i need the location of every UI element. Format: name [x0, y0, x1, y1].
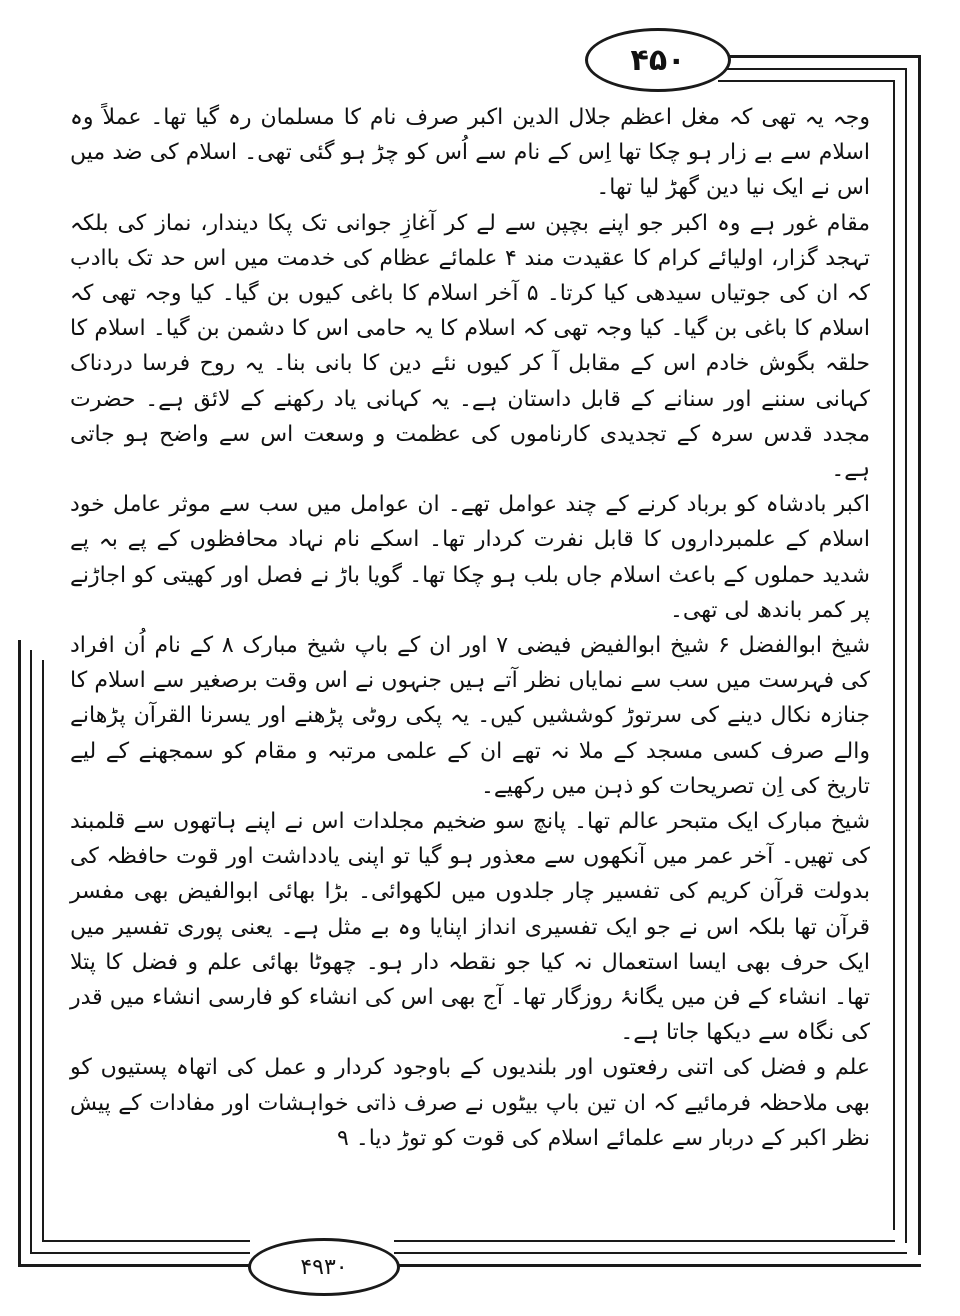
page-number-bottom: ۴۹۳۰	[248, 1238, 400, 1296]
frame-top-inner-2	[718, 80, 895, 82]
frame-bottom-right-inner-2	[394, 1240, 895, 1242]
frame-bottom-inner	[30, 1252, 250, 1254]
paragraph-2: مقام غور ہے وہ اکبر جو اپنے بچپن سے لے کر آغازِ جوانی تک پکا دیندار، نماز کی بلکہ تہجد گزار، اولیائے کرام کا عقیدت مند ۴ علمائے عظام کی خدمت میں اس حد تک باادب کہ ان کی جوتیاں سیدھی کیا کرتا۔ ۵ آخر اسلام کا باغی کیوں بن گیا۔ کیا وجہ تھی کہ اسلام کا باغی بن گیا۔ کیا وجہ تھی کہ اسلام کا یہ حامی اس کا دشمن بن گیا۔ اسلام کا حلقہ بگوش خادم اس کے مقابل آ کر کیوں نئے دین کا بانی بنا۔ یہ روح فرسا دردناک کہانی سننے اور سنانے کے قابل داستان ہے۔ یہ کہانی یاد رکھنے کے لائق ہے۔ حضرت مجدد قدس سرہ کے تجدیدی کارناموں کی عظمت و وسعت اس سے واضح ہو جاتی ہے۔	[70, 210, 871, 483]
paragraph-1: وجہ یہ تھی کہ مغل اعظم جلال الدین اکبر صرف نام کا مسلمان رہ گیا تھا۔ عملاً وہ اسلام سے بے زار ہو چکا تھا اِس کے نام سے اُس کو چڑ ہو گئی تھی۔ اسلام کی ضد میں اس نے ایک نیا دین گھڑ لیا تھا۔	[70, 105, 870, 201]
frame-left-inner-2	[42, 660, 44, 1240]
frame-top-inner	[722, 68, 907, 70]
frame-bottom-outer	[18, 1264, 250, 1267]
paragraph-5: شیخ مبارک ایک متبحر عالم تھا۔ پانچ سو ضخیم مجلدات اس نے اپنے ہاتھوں سے قلمبند کی تھیں۔ آخر عمر میں آنکھوں سے معذور ہو گیا تو اپنی یادداشت اور قوت حافظہ کی بدولت قرآن کریم کی تفسیر چار جلدوں میں لکھوائی۔ بڑا بھائی ابوالفیض بھی مفسر قرآن تھا بلکہ اس نے جو ایک تفسیری انداز اپنایا وہ بے مثل ہے۔ یعنی پوری تفسیر میں ایک حرف بھی ایسا استعمال نہ کیا جو نقطہ دار ہو۔ چھوٹا بھائی علم و فضل کا پتلا تھا۔ انشاء کے فن میں یگانۂ روزگار تھا۔ آج بھی اس کی انشاء کو فارسی انشاء میں قدر کی نگاہ سے دیکھا جاتا ہے۔	[70, 809, 870, 1046]
frame-bottom-right-inner	[394, 1252, 907, 1254]
paragraph-6: علم و فضل کی اتنی رفعتوں اور بلندیوں کے باوجود کردار و عمل کی اتھاہ پستیوں کو بھی ملاحظہ فرمائیے کہ ان تین باپ بیٹوں نے صرف ذاتی خواہشات اور مفادات کے پیش نظر اکبر کے دربار سے علمائے اسلام کی قوت کو توڑ دیا۔ ۹	[70, 1055, 870, 1151]
page-body	[70, 100, 870, 1156]
frame-bottom-inner-2	[42, 1240, 250, 1242]
frame-right-outer	[918, 55, 921, 1255]
frame-top-outer	[725, 55, 921, 58]
frame-right-inner-2	[893, 80, 895, 1230]
frame-left-outer	[18, 640, 21, 1265]
page-number-top: ۴۵۰	[585, 28, 731, 92]
frame-right-inner	[905, 68, 907, 1243]
paragraph-3: اکبر بادشاہ کو برباد کرنے کے چند عوامل تھے۔ ان عوامل میں سب سے موثر عامل خود اسلام کے علمبرداروں کا قابل نفرت کردار تھا۔ اسکے نام نہاد محافظوں کے پے بہ پے شدید حملوں کے باعث اسلام جاں بلب ہو چکا تھا۔ گویا باڑ نے فصل اور کھیتی کو اجاڑنے پر کمر باندھ لی تھی۔	[70, 492, 870, 623]
frame-left-inner	[30, 650, 32, 1253]
frame-bottom-right	[394, 1264, 921, 1267]
paragraph-4: شیخ ابوالفضل ۶ شیخ ابوالفیض فیضی ۷ اور ان کے باپ شیخ مبارک ۸ کے نام اُن افراد کی فہرست میں سب سے نمایاں نظر آتے ہیں جنہوں نے اس وقت برصغیر سے اسلام کا جنازہ نکال دینے کی سرتوڑ کوششیں کیں۔ یہ پکی روٹی پڑھنے اور یسرنا القرآن پڑھانے والے صرف کسی مسجد کے ملا نہ تھے ان کے علمی مرتبہ و مقام کو سمجھنے کے لیے تاریخ کی اِن تصریحات کو ذہن میں رکھیے۔	[70, 633, 871, 799]
